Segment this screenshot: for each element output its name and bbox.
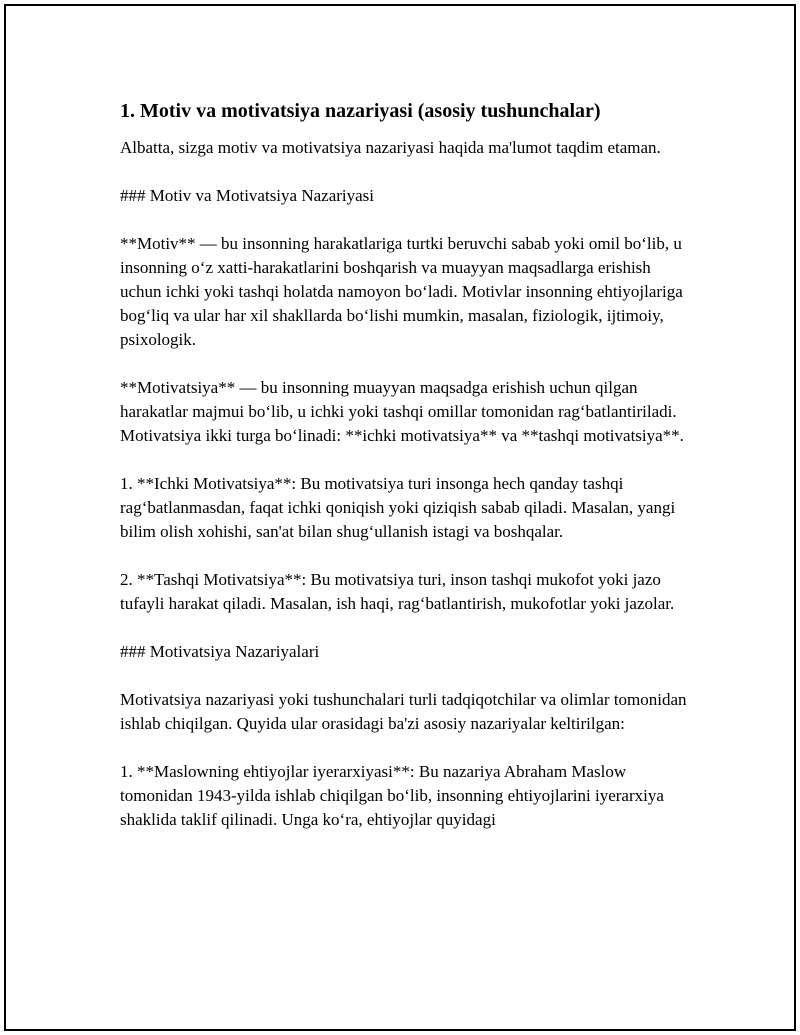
document-content xyxy=(120,97,690,856)
paragraph-tashqi-motivatsiya: 2. **Tashqi Motivatsiya**: Bu motivatsiya turi, inson tashqi mukofot yoki jazo tufayli harakat qiladi. Masalan, ish haqi, rag‘batlantirish, mukofotlar yoki jazolar. xyxy=(120,570,675,613)
paragraph-maslow: 1. **Maslowning ehtiyojlar iyerarxiyasi**: Bu nazariya Abraham Maslow tomonidan 1943-yilda ishlab chiqilgan bo‘lib, insonning ehtiyojlarini iyerarxiya shaklida taklif qilinadi. Unga ko‘ra, ehtiyojlar quyidagi xyxy=(120,762,664,829)
paragraph-motivatsiya-definition: **Motivatsiya** — bu insonning muayyan maqsadga erishish uchun qilgan harakatlar majmui bo‘lib, u ichki yoki tashqi omillar tomonidan rag‘batlantiriladi. Motivatsiya ikki turga bo‘linadi: **ichki motivatsiya** va **tashqi motivatsiya**. xyxy=(120,378,684,445)
document-heading: 1. Motiv va motivatsiya nazariyasi (asosiy tushunchalar) xyxy=(120,100,601,122)
paragraph-nazariyalar-intro: Motivatsiya nazariyasi yoki tushunchalari turli tadqiqotchilar va olimlar tomonidan ishlab chiqilgan. Quyida ular orasidagi ba'zi asosiy nazariyalar keltirilgan: xyxy=(120,690,687,733)
paragraph-intro: Albatta, sizga motiv va motivatsiya nazariyasi haqida ma'lumot taqdim etaman. xyxy=(120,138,661,157)
document-page xyxy=(4,4,796,1031)
paragraph-section-title-nazariyalar: ### Motivatsiya Nazariyalari xyxy=(120,642,320,661)
paragraph-motiv-definition: **Motiv** — bu insonning harakatlariga turtki beruvchi sabab yoki omil bo‘lib, u insonning o‘z xatti-harakatlarini boshqarish va muayyan maqsadlarga erishish uchun ichki yoki tashqi holatda namoyon bo‘ladi. Motivlar insonning ehtiyojlariga bog‘liq va ular har xil shakllarda bo‘lishi mumkin, masalan, fiziologik, ijtimoiy, psixologik. xyxy=(120,234,683,349)
paragraph-section-title-motiv: ### Motiv va Motivatsiya Nazariyasi xyxy=(120,186,375,205)
paragraph-ichki-motivatsiya: 1. **Ichki Motivatsiya**: Bu motivatsiya turi insonga hech qanday tashqi rag‘batlanmasdan, faqat ichki qoniqish yoki qiziqish sabab qiladi. Masalan, yangi bilim olish xohishi, san'at bilan shug‘ullanish istagi va boshqalar. xyxy=(120,474,676,541)
